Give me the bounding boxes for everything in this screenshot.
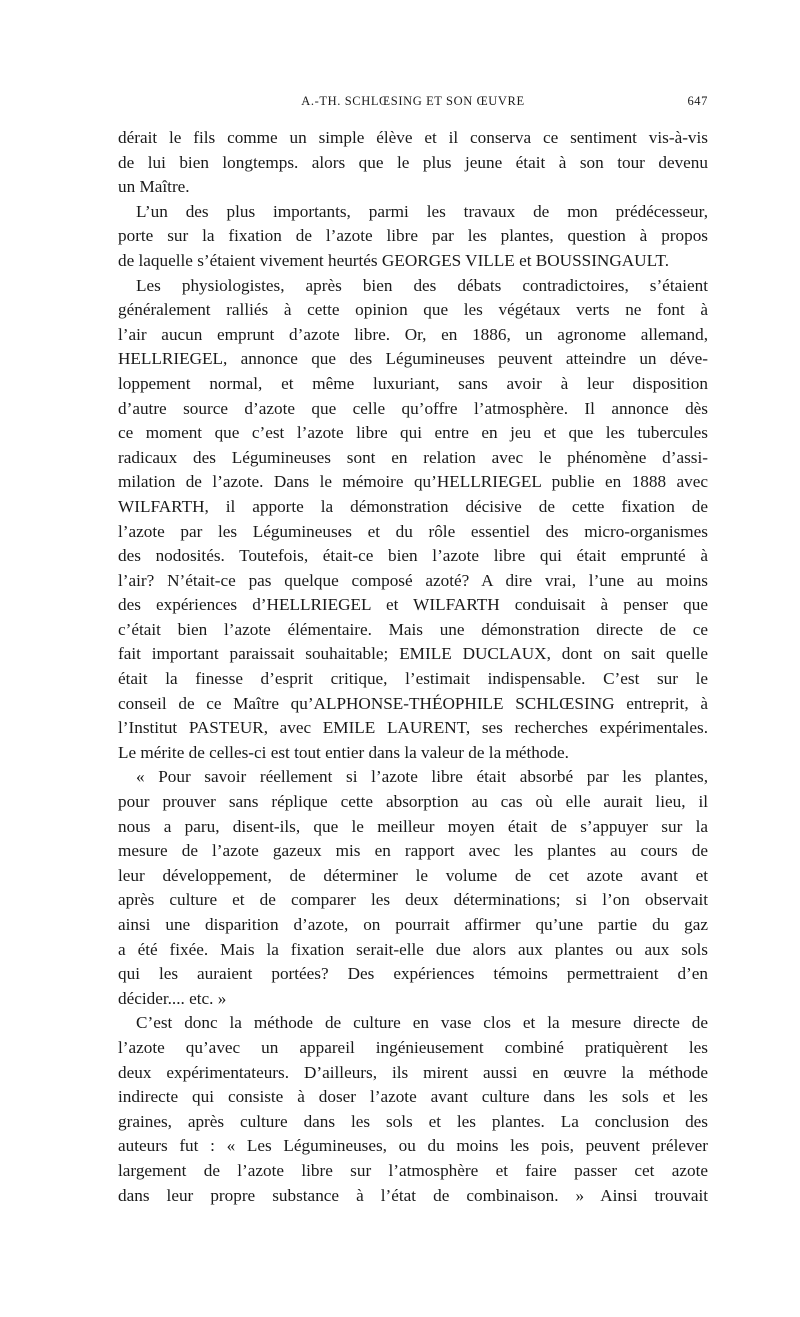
text-line: dans leur propre substance à l’état de combinaison. » Ainsi trouvait: [118, 1185, 708, 1205]
text-line: leur développement, de déterminer le volume de cet azote avant et: [118, 865, 708, 885]
text-line: nous a paru, disent-ils, que le meilleur moyen était de s’appuyer sur la: [118, 816, 708, 836]
text-line: dérait le fils comme un simple élève et il conserva ce sentiment vis-à-vis: [118, 128, 708, 147]
text-line: de lui bien longtemps. alors que le plus jeune était à son tour devenu: [118, 152, 708, 172]
text-line: des expériences d’HELLRIEGEL et WILFARTH conduisait à penser que: [118, 595, 708, 615]
text-line: Le mérite de celles-ci est tout entier dans la valeur de la méthode.: [118, 742, 569, 762]
text-line: généralement ralliés à cette opinion que les végétaux verts ne font à: [118, 300, 708, 320]
text-line: HELLRIEGEL, annonce que des Légumineuses peuvent atteindre un déve-: [118, 349, 708, 369]
text-line: fait important paraissait souhaitable; EMILE DUCLAUX, dont on sait quelle: [118, 644, 708, 664]
text-line: de laquelle s’étaient vivement heurtés GEORGES VILLE et BOUSSINGAULT.: [118, 250, 670, 270]
text-line: l’azote qu’avec un appareil ingénieusement combiné pratiquèrent les: [118, 1037, 708, 1057]
text-line: indirecte qui consiste à doser l’azote avant culture dans les sols et les: [118, 1087, 708, 1107]
running-title: A.-TH. SCHLŒSING ET SON ŒUVRE: [301, 94, 525, 108]
text-line: largement de l’azote libre sur l’atmosphère et faire passer cet azote: [118, 1160, 708, 1180]
text-line: un Maître.: [118, 177, 190, 197]
text-line: était la finesse d’esprit critique, l’estimait indispensable. C’est sur le: [118, 669, 708, 689]
text-line: WILFARTH, il apporte la démonstration décisive de cette fixation de: [118, 496, 708, 516]
text-line: décider.... etc. »: [118, 988, 227, 1008]
text-line: Les physiologistes, après bien des débats contradictoires, s’étaient: [136, 275, 708, 295]
text-line: auteurs fut : « Les Légumineuses, ou du moins les pois, peuvent prélever: [118, 1136, 708, 1156]
text-line: radicaux des Légumineuses sont en relation avec le phénomène d’assi-: [118, 447, 708, 467]
text-line: qui les auraient portées? Des expériences témoins permettraient d’en: [118, 964, 708, 984]
text-line: a été fixée. Mais la fixation serait-elle due alors aux plantes ou aux sols: [118, 939, 708, 959]
text-line: c’était bien l’azote élémentaire. Mais une démonstration directe de ce: [118, 619, 708, 639]
text-line: l’Institut PASTEUR, avec EMILE LAURENT, ses recherches expérimentales.: [118, 718, 708, 738]
text-line: L’un des plus importants, parmi les travaux de mon prédécesseur,: [136, 201, 708, 221]
text-line: des nodosités. Toutefois, était-ce bien l’azote libre qui était emprunté à: [118, 546, 708, 566]
text-line: milation de l’azote. Dans le mémoire qu’HELLRIEGEL publie en 1888 avec: [118, 472, 708, 492]
body-text: [118, 126, 708, 1208]
text-line: graines, après culture dans les sols et les plantes. La conclusion des: [118, 1111, 708, 1131]
text-line: ce moment que c’est l’azote libre qui entre en jeu et que les tubercules: [118, 423, 708, 443]
text-line: loppement normal, et même luxuriant, sans avoir à leur disposition: [118, 373, 708, 393]
text-line: l’air? N’était-ce pas quelque composé azoté? A dire vrai, l’une au moins: [118, 570, 708, 590]
text-line: conseil de ce Maître qu’ALPHONSE-THÉOPHILE SCHLŒSING entreprit, à: [118, 693, 708, 713]
text-line: deux expérimentateurs. D’ailleurs, ils mirent aussi en œuvre la méthode: [118, 1062, 708, 1082]
text-line: l’air aucun emprunt d’azote libre. Or, en 1886, un agronome allemand,: [118, 324, 708, 344]
text-line: après culture et de comparer les deux déterminations; si l’on observait: [118, 890, 708, 910]
text-line: d’autre source d’azote que celle qu’offre l’atmosphère. Il annonce dès: [118, 398, 708, 418]
text-line: mesure de l’azote gazeux mis en rapport avec les plantes au cours de: [118, 841, 708, 861]
text-line: porte sur la fixation de l’azote libre par les plantes, question à propos: [118, 226, 708, 246]
text-line: C’est donc la méthode de culture en vase clos et la mesure directe de: [136, 1013, 708, 1033]
text-line: l’azote par les Légumineuses et du rôle essentiel des micro-organismes: [118, 521, 708, 541]
running-head: [118, 94, 708, 114]
text-line: « Pour savoir réellement si l’azote libre était absorbé par les plantes,: [136, 767, 708, 787]
text-line: pour prouver sans réplique cette absorption au cas où elle aurait lieu, il: [118, 792, 708, 812]
book-page: [118, 96, 708, 1256]
text-line: ainsi une disparition d’azote, on pourrait affirmer qu’une partie du gaz: [118, 915, 708, 934]
page-number: 647: [687, 94, 708, 108]
